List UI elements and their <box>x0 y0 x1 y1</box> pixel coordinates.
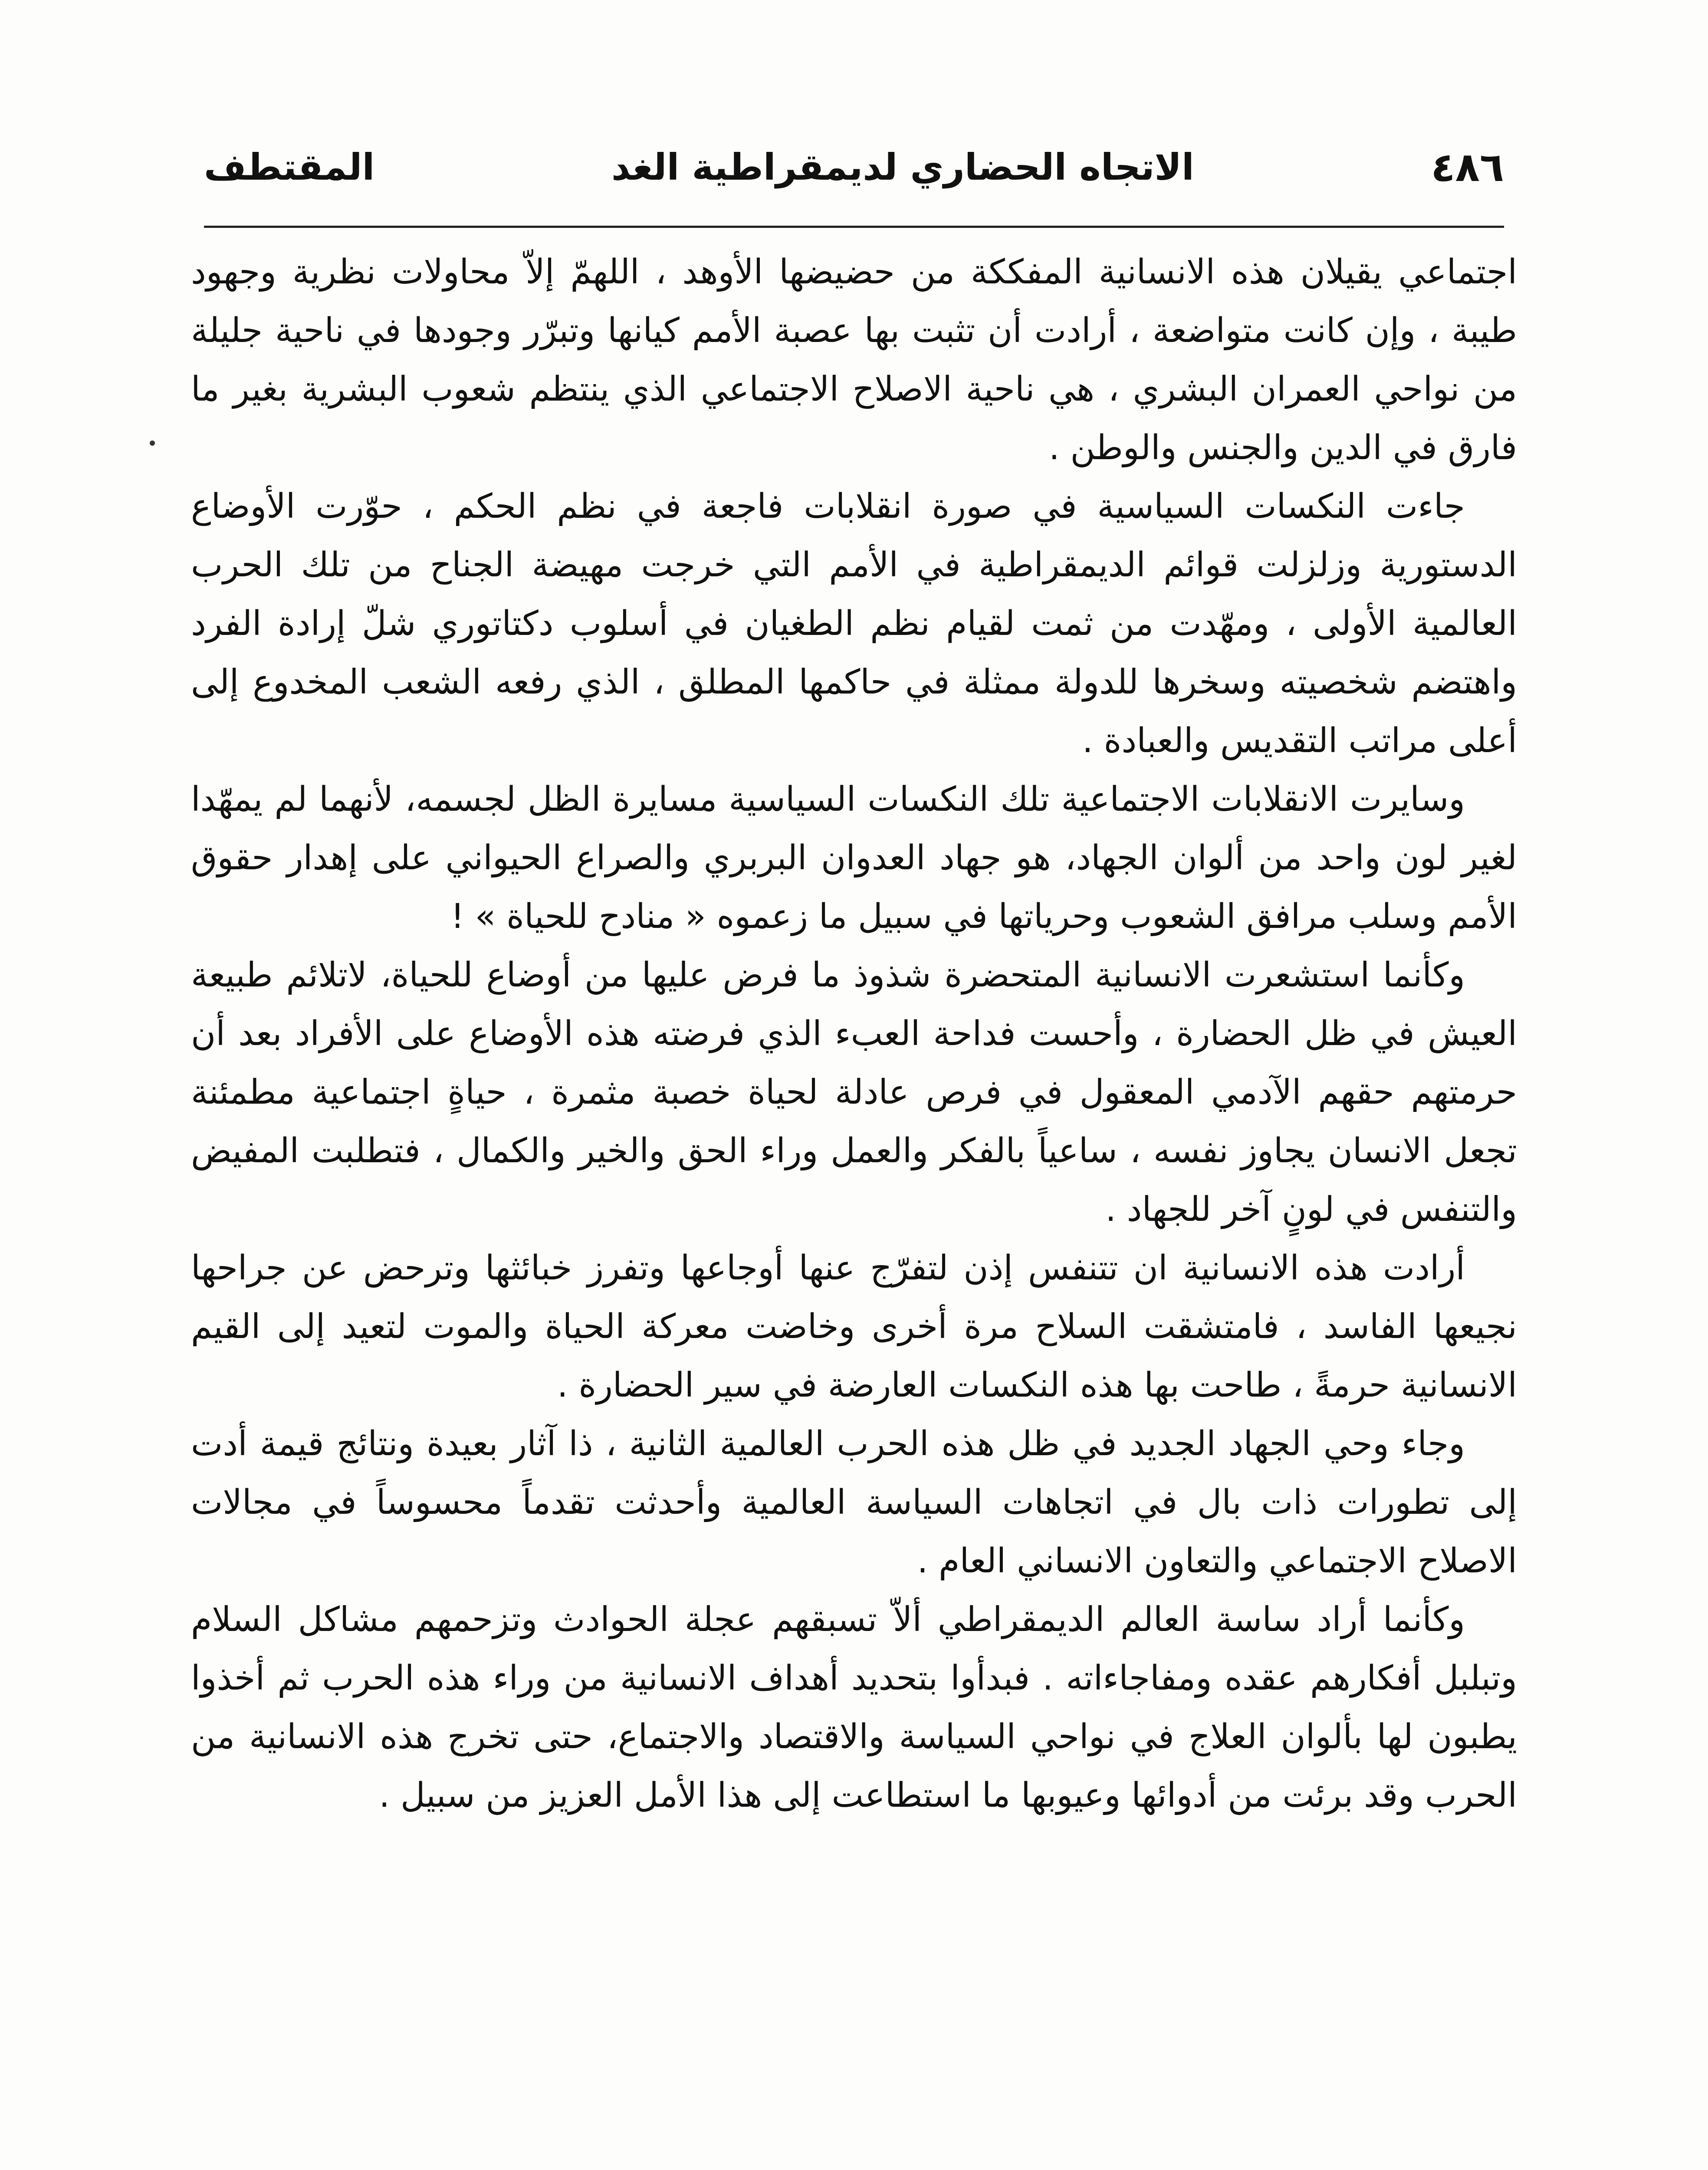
running-title: الاتجاه الحضاري لديمقراطية الغد <box>611 146 1194 188</box>
paragraph: وسايرت الانقلابات الاجتماعية تلك النكسات السياسية مسايرة الظل لجسمه، لأنهما لم يمهّدا لغير لون واحد من ألوان الجهاد، هو جهاد العدوان البربري والصراع الحيواني على إهدار حقوق الأمم وسلب مرافق الشعوب وحرياتها في سبيل ما زعموه « منادح للحياة » ! <box>191 780 1517 936</box>
page-number: ٤٨٦ <box>1431 144 1504 191</box>
paragraph: أرادت هذه الانسانية ان تتنفس إذن لتفرّج عنها أوجاعها وتفرز خبائثها وترحض عن جراحها نجيعها الفاسد ، فامتشقت السلاح مرة أخرى وخاضت معركة الحياة والموت لتعيد إلى القيم الانسانية حرمةً ، طاحت بها هذه النكسات العارضة في سير الحضارة . <box>191 1249 1517 1405</box>
header-divider <box>204 226 1504 228</box>
paragraph: وكأنما أراد ساسة العالم الديمقراطي ألاّ تسبقهم عجلة الحوادث وتزحمهم مشاكل السلام وتبلبل أفكارهم عقده ومفاجاءاته . فبدأوا بتحديد أهداف الانسانية من وراء هذه الحرب ثم أخذوا يطبون لها بألوان العلاج في نواحي السياسة والاقتصاد والاجتماع، حتى تخرج هذه الانسانية من الحرب وقد برئت من أدوائها وعيوبها ما استطاعت إلى هذا الأمل العزيز من سبيل . <box>191 1600 1517 1815</box>
page-header <box>204 130 1504 204</box>
article-body <box>191 243 1517 2170</box>
journal-name: المقتطف <box>204 146 375 188</box>
paragraph: اجتماعي يقيلان هذه الانسانية المفككة من حضيضها الأوهد ، اللهمّ إلاّ محاولات نظرية وجهود طيبة ، وإن كانت متواضعة ، أرادت أن تثبت بها عصبة الأمم كيانها وتبرّر وجودها في ناحية جليلة من نواحي العمران البشري ، هي ناحية الاصلاح الاجتماعي الذي ينتظم شعوب البشرية بغير ما فارق في الدين والجنس والوطن . <box>191 253 1517 467</box>
paragraph: جاءت النكسات السياسية في صورة انقلابات فاجعة في نظم الحكم ، حوّرت الأوضاع الدستورية وزلزلت قوائم الديمقراطية في الأمم التي خرجت مهيضة الجناح من تلك الحرب العالمية الأولى ، ومهّدت من ثمت لقيام نظم الطغيان في أسلوب دكتاتوري شلّ إرادة الفرد واهتضم شخصيته وسخرها للدولة ممثلة في حاكمها المطلق ، الذي رفعه الشعب المخدوع إلى أعلى مراتب التقديس والعبادة . <box>191 487 1517 760</box>
margin-ink-dot <box>150 441 155 446</box>
paragraph: وكأنما استشعرت الانسانية المتحضرة شذوذ ما فرض عليها من أوضاع للحياة، لاتلائم طبيعة العيش في ظل الحضارة ، وأحست فداحة العبء الذي فرضته هذه الأوضاع على الأفراد بعد أن حرمتهم حقهم الآدمي المعقول في فرص عادلة لحياة خصبة مثمرة ، حياةٍ اجتماعية مطمئنة تجعل الانسان يجاوز نفسه ، ساعياً بالفكر والعمل وراء الحق والخير والكمال ، فتطلبت المفيض والتنفس في لونٍ آخر للجهاد . <box>191 956 1517 1229</box>
paragraph: وجاء وحي الجهاد الجديد في ظل هذه الحرب العالمية الثانية ، ذا آثار بعيدة ونتائج قيمة أدت إلى تطورات ذات بال في اتجاهات السياسة العالمية وأحدثت تقدماً محسوساً في مجالات الاصلاح الاجتماعي والتعاون الانساني العام . <box>191 1424 1517 1581</box>
